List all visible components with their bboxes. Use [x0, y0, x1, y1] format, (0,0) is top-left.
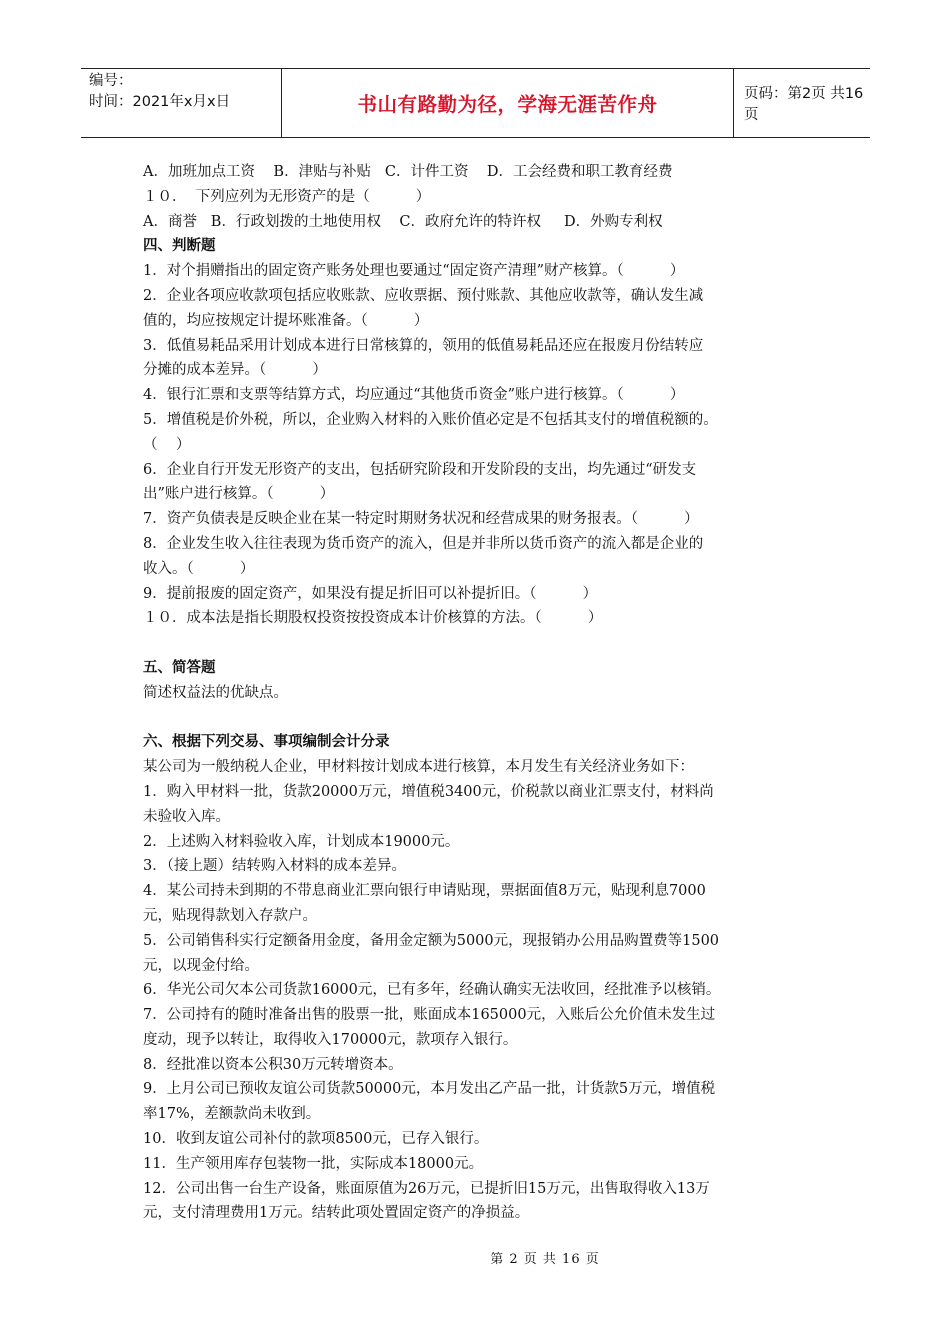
text-line: 出”账户进行核算。（ ） [143, 486, 335, 503]
text-line: 元，支付清理费用1万元。结转此项处置固定资产的净损益。 [143, 1205, 530, 1222]
text-line: 9．上月公司已预收友谊公司货款50000元，本月发出乙产品一批，计货款5万元，增值税 [143, 1081, 716, 1098]
text-line: 12．公司出售一台生产设备，账面原值为26万元，已提折旧15万元，出售取得收入13万 [143, 1180, 710, 1197]
document-date: 时间：2021年x月x日 [89, 94, 231, 110]
text-line: 9．提前报废的固定资产，如果没有提足折旧可以补提折旧。（ ） [143, 585, 598, 602]
text-line: 4．某公司持未到期的不带息商业汇票向银行申请贴现，票据面值8万元，贴现利息7000 [143, 883, 706, 900]
text-line: 8．企业发生收入往往表现为货币资产的流入，但是并非所以货币资产的流入都是企业的 [143, 535, 704, 552]
text-line: 3．低值易耗品采用计划成本进行日常核算的，领用的低值易耗品还应在报废月份结转应 [143, 337, 704, 354]
text-line: A．商誉 B．行政划拨的土地使用权 C．政府允许的特许权 D．外购专利权 [143, 213, 663, 230]
text-line: 度动，现予以转让，取得收入170000元，款项存入银行。 [143, 1031, 518, 1048]
text-line: 1．购入甲材料一批，货款20000万元，增值税3400元，价税款以商业汇票支付，材料尚 [143, 783, 714, 800]
text-line: 3．（接上题）结转购入材料的成本差异。 [143, 858, 406, 875]
section-heading: 五、简答题 [143, 658, 216, 676]
text-line: 8．经批准以资本公积30万元转增资本。 [143, 1056, 403, 1073]
text-line: （ ） [143, 436, 191, 453]
text-line: 元，以现金付给。 [143, 957, 259, 974]
text-line: 2．企业各项应收款项包括应收账款、应收票据、预付账款、其他应收款等，确认发生减 [143, 287, 704, 304]
page-footer: 第 2 页 共 16 页 [490, 1252, 600, 1267]
text-line: 简述权益法的优缺点。 [143, 684, 288, 701]
header-page-info: 页码：第2页 共16页 [744, 86, 864, 123]
text-line: 7．资产负债表是反映企业在某一特定时期财务状况和经营成果的财务报表。（ ） [143, 511, 699, 528]
header-meta [81, 69, 282, 137]
text-line: 6．企业自行开发无形资产的支出，包括研究阶段和开发阶段的支出，均先通过“研发支 [143, 461, 697, 478]
text-line: 11．生产领用库存包装物一批，实际成本18000元。 [143, 1155, 484, 1172]
text-line: 率17%，差额款尚未收到。 [143, 1106, 321, 1123]
text-line: 值的，均应按规定计提坏账准备。（ ） [143, 312, 429, 329]
text-line: 10．收到友谊公司补付的款项8500元，已存入银行。 [143, 1131, 489, 1148]
text-line: 5．公司销售科实行定额备用金度，备用金定额为5000元，现报销办公用品购置费等1500 [143, 932, 720, 949]
section-heading: 四、判断题 [143, 237, 216, 255]
text-line: 2．上述购入材料验收入库，计划成本19000元。 [143, 833, 460, 850]
text-line: A．加班加点工资 B．津贴与补贴 C．计件工资 D．工会经费和职工教育经费 [143, 164, 673, 180]
text-line: 分摊的成本差异。（ ） [143, 362, 327, 379]
text-line: １０． 下列应列为无形资产的是（ ） [143, 188, 431, 205]
blank-line [143, 706, 833, 731]
text-line: 未验收入库。 [143, 808, 230, 825]
text-line: 元，贴现得款划入存款户。 [143, 907, 317, 924]
blank-line [143, 631, 833, 656]
section-heading: 六、根据下列交易、事项编制会计分录 [143, 733, 390, 751]
text-line: １０．成本法是指长期股权投资按投资成本计价核算的方法。（ ） [143, 610, 603, 627]
text-line: 5．增值税是价外税，所以，企业购入材料的入账价值必定是不包括其支付的增值税额的。 [143, 411, 718, 428]
header-motto: 书山有路勤为径，学海无涯苦作舟 [282, 69, 734, 137]
document-body [143, 160, 833, 1226]
page-header [81, 68, 870, 138]
text-line: 1．对个捐赠指出的固定资产账务处理也要通过“固定资产清理”财产核算。（ ） [143, 263, 685, 280]
text-line: 收入。（ ） [143, 560, 255, 577]
document-number: 编号： [89, 73, 133, 89]
text-line: 7．公司持有的随时准备出售的股票一批，账面成本165000元，入账后公允价值未发生过 [143, 1007, 716, 1024]
text-line: 某公司为一般纳税人企业，甲材料按计划成本进行核算，本月发生有关经济业务如下： [143, 759, 694, 776]
text-line: 4．银行汇票和支票等结算方式，均应通过“其他货币资金”账户进行核算。（ ） [143, 387, 685, 404]
text-line: 6．华光公司欠本公司货款16000元，已有多年，经确认确实无法收回，经批准予以核销。 [143, 982, 721, 999]
